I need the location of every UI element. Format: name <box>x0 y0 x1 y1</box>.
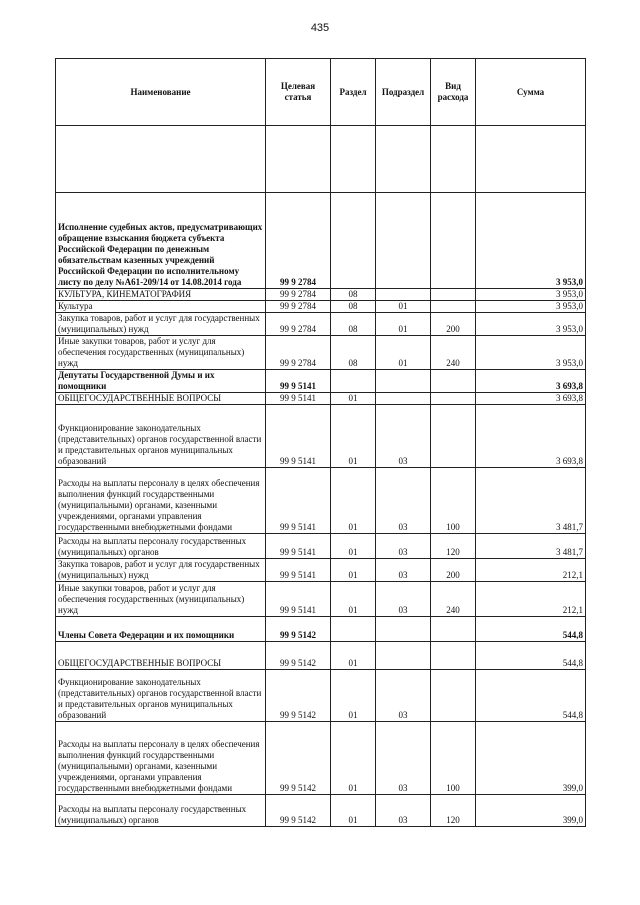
cell-code: 99 9 5142 <box>266 722 331 795</box>
cell-type: 100 <box>431 468 476 534</box>
spacer-cell <box>331 126 376 193</box>
table-row <box>56 642 586 670</box>
cell-sum: 544,8 <box>476 617 586 642</box>
cell-sum: 3 953,0 <box>476 289 586 301</box>
cell-subsection <box>376 393 431 405</box>
cell-name: Расходы на выплаты персоналу государственных (муниципальных) органов <box>56 795 266 827</box>
cell-type <box>431 617 476 642</box>
cell-subsection <box>376 193 431 289</box>
cell-type <box>431 370 476 393</box>
cell-name: Исполнение судебных актов, предусматривающих обращение взыскания бюджета субъекта Российской Федерации по денежным обязательствам казенных учреждений Российской Федерации по исполнительному листу по делу №А61-209/14 от 14.08.2014 года <box>56 193 266 289</box>
cell-name: Расходы на выплаты персоналу в целях обеспечения выполнения функций государственными (муниципальными) органами, казенными учреждениями, органами управления государственными внебюджетными фондами <box>56 468 266 534</box>
table-row <box>56 722 586 795</box>
table-row <box>56 393 586 405</box>
table-row <box>56 559 586 582</box>
cell-section: 01 <box>331 670 376 722</box>
cell-name: Члены Совета Федерации и их помощники <box>56 617 266 642</box>
cell-type: 100 <box>431 722 476 795</box>
cell-name: Иные закупки товаров, работ и услуг для обеспечения государственных (муниципальных) нужд <box>56 582 266 617</box>
header-subsection: Подраздел <box>376 59 431 126</box>
cell-sum: 3 953,0 <box>476 336 586 370</box>
cell-code: 99 9 5142 <box>266 642 331 670</box>
table-row <box>56 370 586 393</box>
table-row <box>56 289 586 301</box>
cell-subsection: 03 <box>376 670 431 722</box>
cell-section: 08 <box>331 336 376 370</box>
cell-section: 01 <box>331 393 376 405</box>
cell-subsection <box>376 370 431 393</box>
cell-sum: 399,0 <box>476 722 586 795</box>
cell-code: 99 9 5141 <box>266 534 331 559</box>
cell-type: 120 <box>431 795 476 827</box>
page-number: 435 <box>310 22 330 34</box>
cell-type: 200 <box>431 559 476 582</box>
cell-sum: 3 953,0 <box>476 301 586 313</box>
cell-section: 01 <box>331 582 376 617</box>
cell-subsection: 03 <box>376 795 431 827</box>
header-code: Целевая статья <box>266 59 331 126</box>
cell-sum: 3 693,8 <box>476 393 586 405</box>
table-row <box>56 468 586 534</box>
table-row <box>56 313 586 336</box>
cell-section: 01 <box>331 795 376 827</box>
cell-section: 08 <box>331 301 376 313</box>
spacer-cell <box>431 126 476 193</box>
cell-type <box>431 193 476 289</box>
cell-type <box>431 289 476 301</box>
cell-name: Расходы на выплаты персоналу в целях обеспечения выполнения функций государственными (муниципальными) органами, казенными учреждениями, органами управления государственными внебюджетными фондами <box>56 722 266 795</box>
table-row <box>56 670 586 722</box>
cell-sum: 544,8 <box>476 642 586 670</box>
table-row <box>56 582 586 617</box>
cell-subsection: 01 <box>376 313 431 336</box>
cell-code: 99 9 2784 <box>266 336 331 370</box>
cell-subsection <box>376 289 431 301</box>
spacer-cell <box>56 126 266 193</box>
cell-code: 99 9 5141 <box>266 559 331 582</box>
cell-code: 99 9 5142 <box>266 617 331 642</box>
header-sum: Сумма <box>476 59 586 126</box>
cell-sum: 212,1 <box>476 559 586 582</box>
cell-code: 99 9 5141 <box>266 370 331 393</box>
cell-code: 99 9 2784 <box>266 313 331 336</box>
cell-sum: 3 693,8 <box>476 370 586 393</box>
header-type: Вид расхода <box>431 59 476 126</box>
table-row <box>56 617 586 642</box>
spacer-cell <box>476 126 586 193</box>
cell-section: 01 <box>331 642 376 670</box>
cell-subsection: 03 <box>376 722 431 795</box>
cell-code: 99 9 5141 <box>266 468 331 534</box>
cell-name: ОБЩЕГОСУДАРСТВЕННЫЕ ВОПРОСЫ <box>56 393 266 405</box>
header-section: Раздел <box>331 59 376 126</box>
cell-section <box>331 617 376 642</box>
table-row <box>56 301 586 313</box>
spacer-cell <box>266 126 331 193</box>
cell-name: Депутаты Государственной Думы и их помощники <box>56 370 266 393</box>
cell-code: 99 9 2784 <box>266 301 331 313</box>
budget-table <box>55 58 586 827</box>
cell-section: 08 <box>331 313 376 336</box>
cell-name: Функционирование законодательных (представительных) органов государственной власти и представительных органов муниципальных образований <box>56 670 266 722</box>
cell-section <box>331 370 376 393</box>
cell-section: 01 <box>331 405 376 468</box>
cell-type: 200 <box>431 313 476 336</box>
cell-code: 99 9 2784 <box>266 289 331 301</box>
cell-sum: 3 953,0 <box>476 193 586 289</box>
cell-subsection: 03 <box>376 468 431 534</box>
cell-name: КУЛЬТУРА, КИНЕМАТОГРАФИЯ <box>56 289 266 301</box>
cell-subsection: 03 <box>376 405 431 468</box>
cell-code: 99 9 5141 <box>266 405 331 468</box>
cell-type <box>431 405 476 468</box>
cell-type <box>431 670 476 722</box>
cell-subsection: 03 <box>376 582 431 617</box>
header-name: Наименование <box>56 59 266 126</box>
cell-type <box>431 642 476 670</box>
cell-sum: 399,0 <box>476 795 586 827</box>
cell-type <box>431 301 476 313</box>
cell-subsection: 03 <box>376 559 431 582</box>
cell-code: 99 9 2784 <box>266 193 331 289</box>
cell-section: 01 <box>331 468 376 534</box>
table-row <box>56 534 586 559</box>
cell-subsection: 03 <box>376 534 431 559</box>
table-row <box>56 193 586 289</box>
cell-type: 240 <box>431 582 476 617</box>
cell-sum: 3 481,7 <box>476 468 586 534</box>
cell-sum: 3 481,7 <box>476 534 586 559</box>
spacer-row <box>56 126 586 193</box>
cell-code: 99 9 5142 <box>266 670 331 722</box>
cell-section: 08 <box>331 289 376 301</box>
cell-type <box>431 393 476 405</box>
spacer-cell <box>376 126 431 193</box>
cell-name: Закупка товаров, работ и услуг для государственных (муниципальных) нужд <box>56 313 266 336</box>
table-row <box>56 405 586 468</box>
cell-code: 99 9 5141 <box>266 393 331 405</box>
cell-section: 01 <box>331 559 376 582</box>
cell-subsection <box>376 642 431 670</box>
cell-sum: 3 693,8 <box>476 405 586 468</box>
cell-subsection: 01 <box>376 301 431 313</box>
cell-name: Иные закупки товаров, работ и услуг для обеспечения государственных (муниципальных) нужд <box>56 336 266 370</box>
cell-name: ОБЩЕГОСУДАРСТВЕННЫЕ ВОПРОСЫ <box>56 642 266 670</box>
cell-sum: 544,8 <box>476 670 586 722</box>
cell-name: Культура <box>56 301 266 313</box>
cell-section <box>331 193 376 289</box>
cell-name: Расходы на выплаты персоналу государственных (муниципальных) органов <box>56 534 266 559</box>
table-row <box>56 336 586 370</box>
cell-code: 99 9 5142 <box>266 795 331 827</box>
cell-sum: 3 953,0 <box>476 313 586 336</box>
table-header-row <box>56 59 586 126</box>
cell-sum: 212,1 <box>476 582 586 617</box>
cell-name: Функционирование законодательных (представительных) органов государственной власти и представительных органов муниципальных образований <box>56 405 266 468</box>
table-row <box>56 795 586 827</box>
cell-section: 01 <box>331 722 376 795</box>
cell-subsection: 01 <box>376 336 431 370</box>
cell-type: 120 <box>431 534 476 559</box>
cell-type: 240 <box>431 336 476 370</box>
cell-section: 01 <box>331 534 376 559</box>
cell-name: Закупка товаров, работ и услуг для государственных (муниципальных) нужд <box>56 559 266 582</box>
cell-code: 99 9 5141 <box>266 582 331 617</box>
cell-subsection <box>376 617 431 642</box>
